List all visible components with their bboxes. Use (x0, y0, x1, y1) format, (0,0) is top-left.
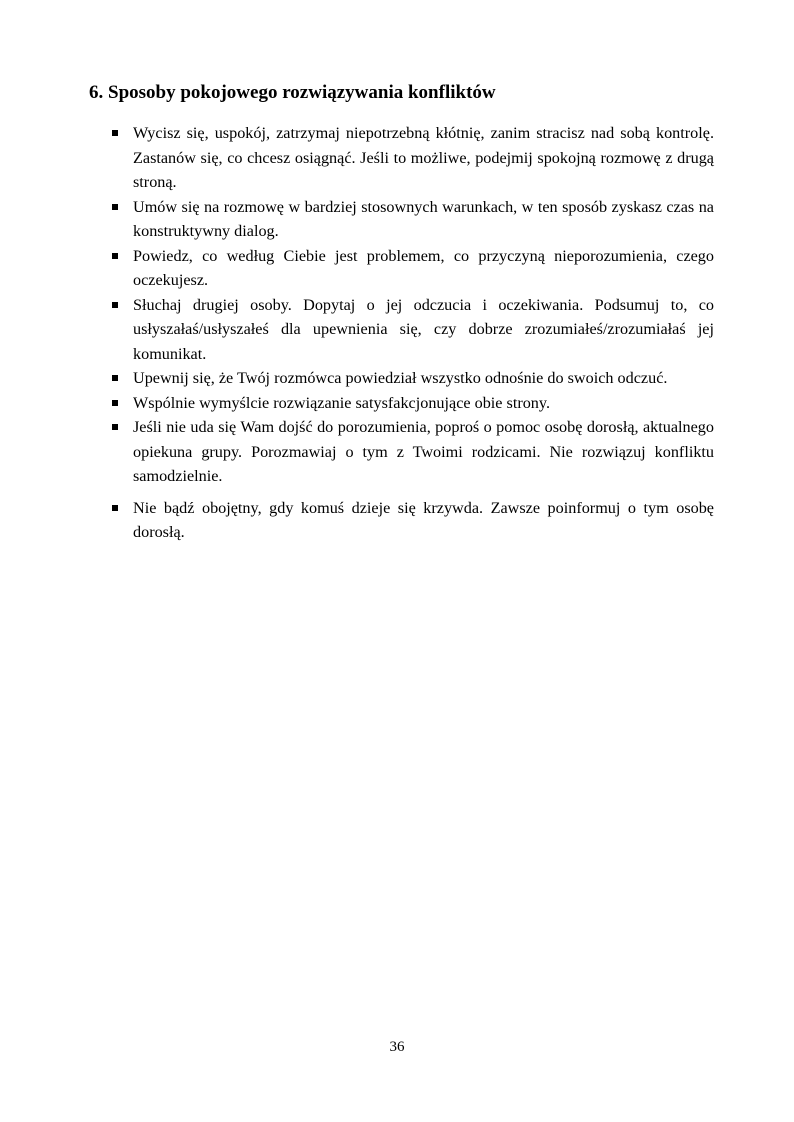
list-item (0, 391, 714, 416)
list-item (0, 195, 714, 244)
square-bullet-icon (112, 204, 118, 210)
square-bullet-icon (112, 130, 118, 136)
list-item-text: Wycisz się, uspokój, zatrzymaj niepotrzebną kłótnię, zanim stracisz nad sobą kontrolę. Zastanów się, co chcesz osiągnąć. Jeśli to możliwe, podejmij spokojną rozmowę z drugą stroną. (133, 124, 714, 191)
bullet-list (0, 121, 794, 545)
list-item (0, 293, 714, 367)
list-item-text: Wspólnie wymyślcie rozwiązanie satysfakcjonujące obie strony. (133, 393, 550, 412)
list-item (0, 415, 714, 489)
square-bullet-icon (112, 302, 118, 308)
square-bullet-icon (112, 505, 118, 511)
section-heading: 6. Sposoby pokojowego rozwiązywania konfliktów (89, 82, 496, 103)
square-bullet-icon (112, 400, 118, 406)
list-item (0, 496, 714, 545)
square-bullet-icon (112, 253, 118, 259)
list-item (0, 366, 714, 391)
list-item-text: Upewnij się, że Twój rozmówca powiedział wszystko odnośnie do swoich odczuć. (133, 369, 668, 387)
list-item-text: Powiedz, co według Ciebie jest problemem, co przyczyną nieporozumienia, czego oczekujesz. (133, 246, 714, 289)
list-item-text: Jeśli nie uda się Wam dojść do porozumienia, poproś o pomoc osobę dorosłą, aktualnego opiekuna grupy. Porozmawiaj o tym z Twoimi rodzicami. Nie rozwiązuj konfliktu samodzielnie. (133, 418, 714, 485)
square-bullet-icon (112, 375, 118, 381)
page-number: 36 (389, 1039, 405, 1055)
list-item-text: Nie bądź obojętny, gdy komuś dzieje się krzywda. Zawsze poinformuj o tym osobę dorosłą. (133, 498, 714, 541)
list-item-text: Słuchaj drugiej osoby. Dopytaj o jej odczucia i oczekiwania. Podsumuj to, co usłyszałaś/usłyszałeś dla upewnienia się, czy dobrze zrozumiałeś/zrozumiałaś jej komunikat. (133, 295, 714, 363)
list-item-text: Umów się na rozmowę w bardziej stosownych warunkach, w ten sposób zyskasz czas na konstruktywny dialog. (133, 197, 714, 240)
square-bullet-icon (112, 424, 118, 430)
list-item (0, 121, 714, 195)
list-item (0, 244, 714, 293)
